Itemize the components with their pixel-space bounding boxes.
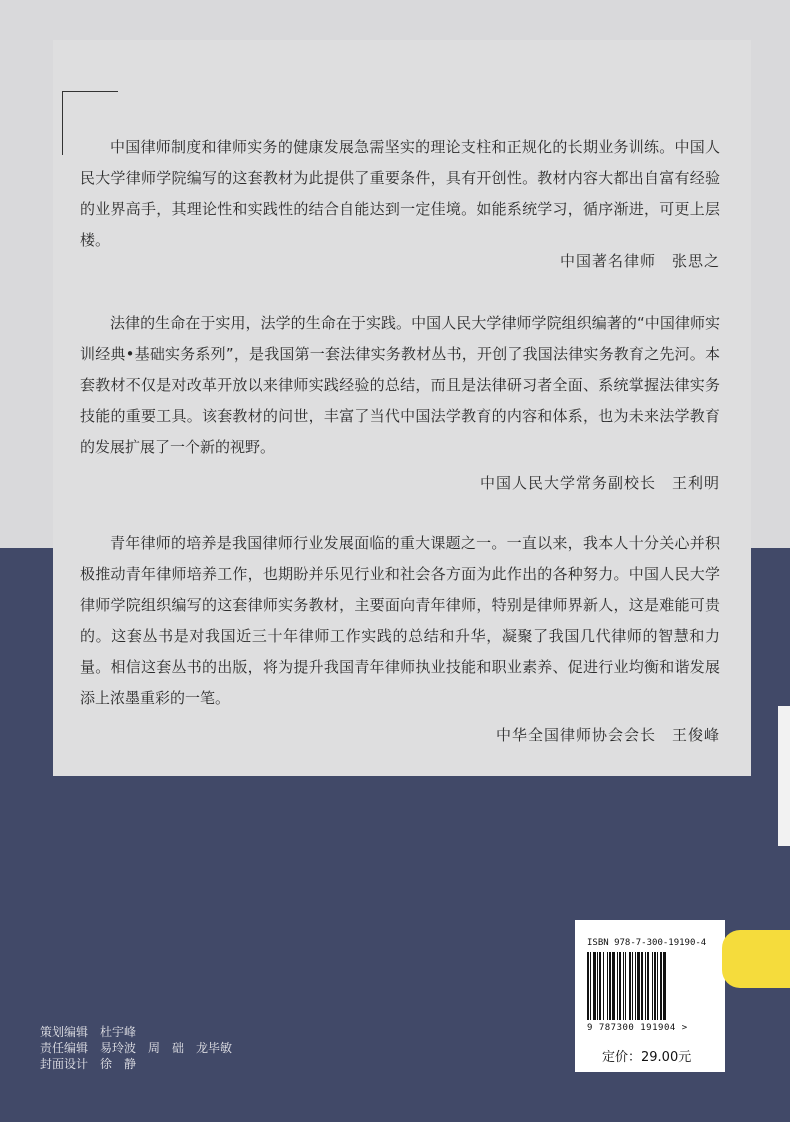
yellow-tab [722, 930, 790, 988]
editor-credits [40, 1024, 232, 1072]
isbn-number: ISBN 978-7-300-19190-4 [587, 938, 707, 948]
credit-cover-design: 封面设计 徐 静 [40, 1057, 137, 1071]
credit-responsible-editors: 责任编辑 易玲波 周 础 龙毕敏 [40, 1041, 233, 1055]
endorsement-text-2: 法律的生命在于实用，法学的生命在于实践。中国人民大学律师学院组织编著的“中国律师实训经典•基础实务系列”，是我国第一套法律实务教材丛书，开创了我国法律实务教育之先河。本套教材不仅是对改革开放以来律师实践经验的总结，而且是法律研习者全面、系统掌握法律实务技能的重要工具。该套教材的问世，丰富了当代中国法学教育的内容和体系，也为未来法学教育的发展扩展了一个新的视野。 [80, 314, 720, 456]
endorsement-text-3: 青年律师的培养是我国律师行业发展面临的重大课题之一。一直以来，我本人十分关心并积极推动青年律师培养工作，也期盼并乐见行业和社会各方面为此作出的各种努力。中国人民大学律师学院组织编写的这套律师实务教材，主要面向青年律师，特别是律师界新人，这是难能可贵的。这套丛书是对我国近三十年律师工作实践的总结和升华，凝聚了我国几代律师的智慧和力量。相信这套丛书的出版，将为提升我国青年律师执业技能和职业素养、促进行业均衡和谐发展添上浓墨重彩的一笔。 [80, 534, 720, 707]
endorsement-signature-3: 中华全国律师协会会长 王俊峰 [495, 726, 720, 744]
barcode-image [585, 952, 715, 1022]
barcode-digits: 9 787300 191904 > [587, 1023, 688, 1033]
price-label: 定价：29.00元 [602, 1050, 692, 1065]
corner-mark-vertical [62, 91, 63, 155]
barcode-panel [575, 920, 725, 1072]
endorsement-signature-1: 中国著名律师 张思之 [559, 252, 720, 270]
endorsement-text-1: 中国律师制度和律师实务的健康发展急需坚实的理论支柱和正规化的长期业务训练。中国人民大学律师学院编写的这套教材为此提供了重要条件，具有开创性。教材内容大都出自富有经验的业界高手，其理论性和实践性的结合自能达到一定佳境。如能系统学习，循序渐进，可更上层楼。 [80, 138, 720, 249]
edge-strip [778, 706, 790, 846]
credit-planning-editor: 策划编辑 杜宇峰 [40, 1025, 137, 1039]
corner-mark-horizontal [62, 91, 118, 92]
endorsement-signature-2: 中国人民大学常务副校长 王利明 [479, 474, 720, 492]
